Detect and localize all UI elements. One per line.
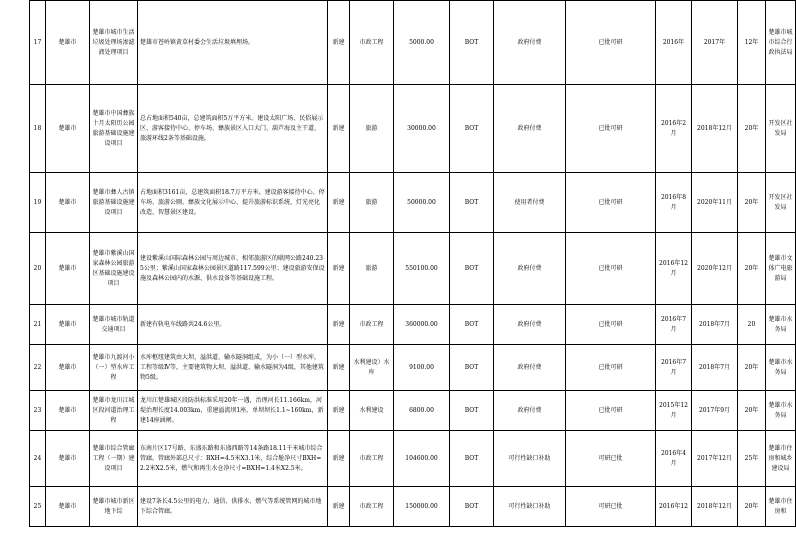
project-table [29, 0, 796, 527]
construction-content-cell: 水库枢纽建筑由大坝、溢洪道、输水隧洞组成，为小（一）型水库，工程等级Ⅳ等，主要建筑物大坝、溢洪道、输水隧洞为4级，其他建筑物5级。 [138, 345, 328, 391]
construction-content-cell: 东南片区17号路、东盛东路和东盛西路等14条路18.11千米城市综合管廊。管廊外部总尺寸：BXH=4.5米X3.1米，综合舱净尺寸BXH=2.2米X2.5米，燃气和再生水仓净尺寸=BXH=1.4米X2.5米。 [138, 431, 328, 487]
project-name-cell: 楚雄市九渡河小（一）型水库工程 [90, 345, 138, 391]
progress-stage-cell: 已批可研 [566, 345, 656, 391]
city-cell: 楚雄市 [46, 173, 90, 233]
industry-cell: 旅游 [350, 173, 394, 233]
payment-mechanism-cell: 政府付费 [494, 1, 566, 85]
cooperation-period-cell: 20年 [738, 233, 766, 305]
construction-content-cell: 建设紫溪山国际森林公园与周边城市、相邻旅游区的联网公路240.235公里；紫溪山国家森林公园景区道路117.599公里；建设旅游安保设施及森林公园内的水源、供水设备等基础设施工程。 [138, 233, 328, 305]
operation-mode-cell: BOT [450, 305, 494, 345]
construction-content-cell: 新建有轨电车线路共24.6公里。 [138, 305, 328, 345]
progress-stage-cell: 可研已批 [566, 431, 656, 487]
industry-cell: 水利建设）水库 [350, 345, 394, 391]
end-time-cell: 2020年12月 [692, 233, 738, 305]
investment-cell: 550100.00 [394, 233, 450, 305]
table-row [30, 345, 796, 391]
responsible-dept-cell: 开发区社发局 [766, 85, 796, 173]
construction-nature-cell: 新建 [328, 487, 350, 527]
project-name-cell: 楚雄市城市新区地下综 [90, 487, 138, 527]
table-row [30, 305, 796, 345]
investment-cell: 9100.00 [394, 345, 450, 391]
industry-cell: 市政工程 [350, 1, 394, 85]
city-cell: 楚雄市 [46, 431, 90, 487]
city-cell: 楚雄市 [46, 233, 90, 305]
payment-mechanism-cell: 政府付费 [494, 233, 566, 305]
operation-mode-cell: BOT [450, 173, 494, 233]
responsible-dept-cell: 楚雄市水务局 [766, 391, 796, 431]
construction-nature-cell: 新建 [328, 1, 350, 85]
construction-content-cell: 占地面积3161亩，总建筑面积18.7万平方米。建设游客接待中心、停车场、旅游公厕、彝族文化展示中心、提升旅游标识系统、灯光亮化改造、智慧景区建设。 [138, 173, 328, 233]
construction-nature-cell: 新建 [328, 391, 350, 431]
city-cell: 楚雄市 [46, 85, 90, 173]
project-name-cell: 楚雄市城市轨道交通项目 [90, 305, 138, 345]
row-number: 23 [30, 391, 46, 431]
city-cell: 楚雄市 [46, 1, 90, 85]
payment-mechanism-cell: 可行性缺口补助 [494, 487, 566, 527]
cooperation-period-cell: 20年 [738, 487, 766, 527]
city-cell: 楚雄市 [46, 391, 90, 431]
operation-mode-cell: BOT [450, 85, 494, 173]
table-row [30, 1, 796, 85]
investment-cell: 30000.00 [394, 85, 450, 173]
cooperation-period-cell: 20年 [738, 391, 766, 431]
table-row [30, 233, 796, 305]
start-time-cell: 2015年12月 [656, 391, 692, 431]
cooperation-period-cell: 25年 [738, 431, 766, 487]
operation-mode-cell: BOT [450, 431, 494, 487]
end-time-cell: 2017年9月 [692, 391, 738, 431]
start-time-cell: 2016年7月 [656, 345, 692, 391]
responsible-dept-cell: 楚雄市水务局 [766, 305, 796, 345]
payment-mechanism-cell: 政府付费 [494, 345, 566, 391]
responsible-dept-cell: 楚雄市水务局 [766, 345, 796, 391]
start-time-cell: 2016年12月 [656, 233, 692, 305]
construction-nature-cell: 新建 [328, 431, 350, 487]
progress-stage-cell: 已批可研 [566, 305, 656, 345]
start-time-cell: 2016年4月 [656, 431, 692, 487]
construction-nature-cell: 新建 [328, 85, 350, 173]
operation-mode-cell: BOT [450, 233, 494, 305]
operation-mode-cell: BOT [450, 1, 494, 85]
project-name-cell: 楚雄市龙川江城区段河道治理工程 [90, 391, 138, 431]
row-number: 17 [30, 1, 46, 85]
industry-cell: 旅游 [350, 85, 394, 173]
operation-mode-cell: BOT [450, 345, 494, 391]
start-time-cell: 2016年12 [656, 487, 692, 527]
cooperation-period-cell: 20年 [738, 173, 766, 233]
start-time-cell: 2016年 [656, 1, 692, 85]
end-time-cell: 2017年12月 [692, 431, 738, 487]
responsible-dept-cell: 楚雄市文体广电旅游局 [766, 233, 796, 305]
project-name-cell: 楚雄市紫溪山国家森林公园旅游区基础设施建设项目 [90, 233, 138, 305]
payment-mechanism-cell: 政府付费 [494, 305, 566, 345]
payment-mechanism-cell: 政府付费 [494, 391, 566, 431]
cooperation-period-cell: 20年 [738, 345, 766, 391]
operation-mode-cell: BOT [450, 391, 494, 431]
end-time-cell: 2018年12月 [692, 487, 738, 527]
start-time-cell: 2016年7月 [656, 305, 692, 345]
investment-cell: 150000.00 [394, 487, 450, 527]
construction-content-cell: 总占地面积540亩，总建筑面积5万平方米。建设太阳广场、民俗展示区、游客接待中心、停车场、彝族景区入口大门、葫芦海及主干道、旅游环线2条等基础设施。 [138, 85, 328, 173]
progress-stage-cell: 已批可研 [566, 391, 656, 431]
construction-content-cell: 建设7条长4.5公里的电力、通信、供排水、燃气等系统管网的城市地下综合管廊。 [138, 487, 328, 527]
construction-nature-cell: 新建 [328, 173, 350, 233]
payment-mechanism-cell: 使用者付费 [494, 173, 566, 233]
project-name-cell: 楚雄市城市生活垃圾处理场渗滤液处理项目 [90, 1, 138, 85]
industry-cell: 市政工程 [350, 431, 394, 487]
end-time-cell: 2018年7月 [692, 345, 738, 391]
investment-cell: 104600.00 [394, 431, 450, 487]
end-time-cell: 2020年11月 [692, 173, 738, 233]
end-time-cell: 2018年7月 [692, 305, 738, 345]
industry-cell: 市政工程 [350, 487, 394, 527]
row-number: 21 [30, 305, 46, 345]
investment-cell: 50000.00 [394, 173, 450, 233]
progress-stage-cell: 已批可研 [566, 85, 656, 173]
city-cell: 楚雄市 [46, 487, 90, 527]
table-body [30, 1, 796, 527]
responsible-dept-cell: 楚雄市城市综合行政执法局 [766, 1, 796, 85]
responsible-dept-cell: 楚雄市住房和 [766, 487, 796, 527]
investment-cell: 5000.00 [394, 1, 450, 85]
end-time-cell: 2018年12月 [692, 85, 738, 173]
city-cell: 楚雄市 [46, 345, 90, 391]
row-number: 25 [30, 487, 46, 527]
payment-mechanism-cell: 可行性缺口补助 [494, 431, 566, 487]
industry-cell: 水利建设 [350, 391, 394, 431]
construction-nature-cell: 新建 [328, 345, 350, 391]
table-row [30, 431, 796, 487]
row-number: 24 [30, 431, 46, 487]
row-number: 19 [30, 173, 46, 233]
construction-nature-cell: 新建 [328, 305, 350, 345]
table-row [30, 391, 796, 431]
end-time-cell: 2017年 [692, 1, 738, 85]
progress-stage-cell: 已批可研 [566, 173, 656, 233]
city-cell: 楚雄市 [46, 305, 90, 345]
payment-mechanism-cell: 政府付费 [494, 85, 566, 173]
construction-content-cell: 楚雄市苍岭镇黄草村委会生活垃圾填埋场。 [138, 1, 328, 85]
row-number: 18 [30, 85, 46, 173]
progress-stage-cell: 已批可研 [566, 233, 656, 305]
cooperation-period-cell: 12年 [738, 1, 766, 85]
project-name-cell: 楚雄市彝人古镇旅游基础设施建设项目 [90, 173, 138, 233]
construction-content-cell: 龙川江楚雄城区段防洪标准采用20年一遇，治理河长11.166km，河堤治理长度14.003km，重建溢流坝1座，单坝坝长1.1~160km，新建14座涵闸。 [138, 391, 328, 431]
cooperation-period-cell: 20 [738, 305, 766, 345]
project-name-cell: 楚雄市综合管廊工程（一期）建设项目 [90, 431, 138, 487]
project-name-cell: 楚雄市中国彝族十月太阳历公园旅游基础设施建设项目 [90, 85, 138, 173]
investment-cell: 6800.00 [394, 391, 450, 431]
cooperation-period-cell: 20年 [738, 85, 766, 173]
industry-cell: 旅游 [350, 233, 394, 305]
start-time-cell: 2016年2月 [656, 85, 692, 173]
operation-mode-cell: BOT [450, 487, 494, 527]
table-row [30, 173, 796, 233]
industry-cell: 市政工程 [350, 305, 394, 345]
construction-nature-cell: 新建 [328, 233, 350, 305]
responsible-dept-cell: 楚雄市住房和城乡建设局 [766, 431, 796, 487]
row-number: 20 [30, 233, 46, 305]
responsible-dept-cell: 开发区社发局 [766, 173, 796, 233]
table-row [30, 487, 796, 527]
investment-cell: 360000.00 [394, 305, 450, 345]
progress-stage-cell: 已批可研 [566, 1, 656, 85]
progress-stage-cell: 可研已批 [566, 487, 656, 527]
row-number: 22 [30, 345, 46, 391]
table-row [30, 85, 796, 173]
start-time-cell: 2016年8月 [656, 173, 692, 233]
